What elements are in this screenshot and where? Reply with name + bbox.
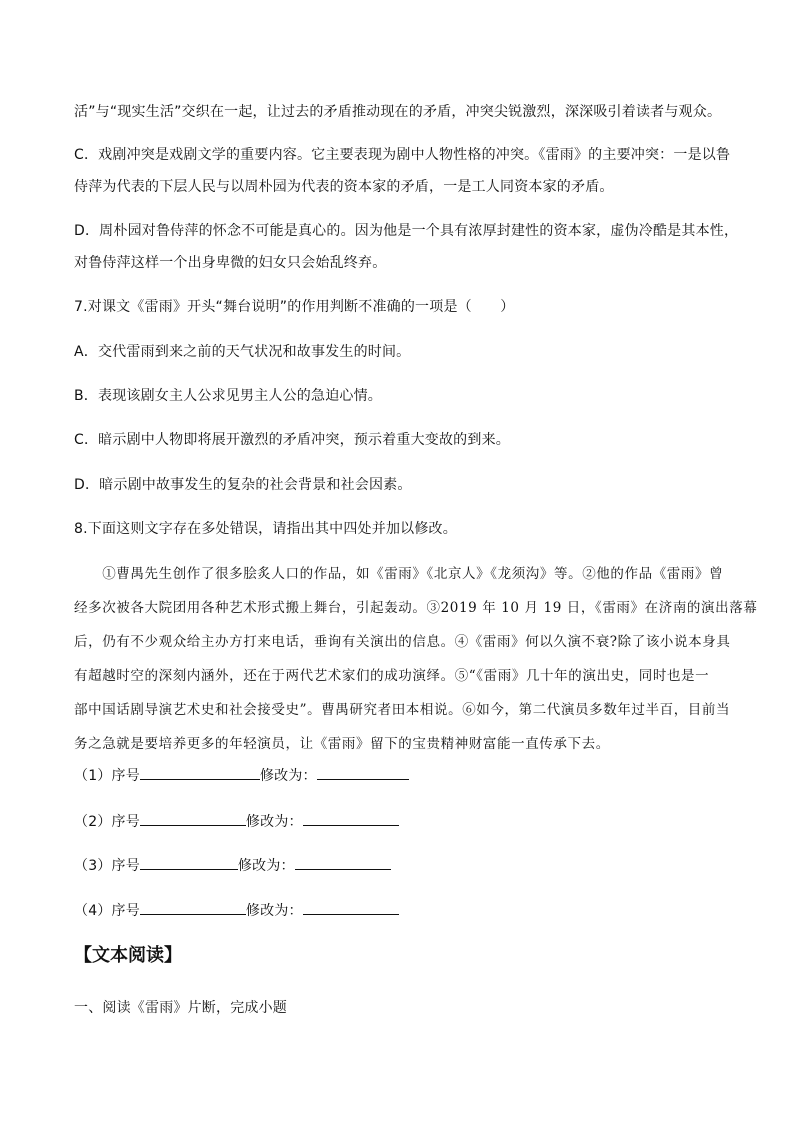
question-7: 7.对课文《雷雨》开头“舞台说明”的作用判断不准确的一项是（ ） (74, 299, 515, 315)
passage-line-6: 务之急就是要培养更多的年轻演员，让《雷雨》留下的宝贵精神财富能一直传承下去。 (74, 736, 610, 752)
option-b-continued: 活”与“现实生活”交织在一起，让过去的矛盾推动现在的矛盾，冲突尖锐激烈，深深吸引着读者与观众。 (74, 104, 722, 120)
answer-3-label: （3）序号 (74, 858, 140, 874)
option-d-line1: D．周朴园对鲁侍萍的怀念不可能是真心的。因为他是一个具有浓厚封建性的资本家，虚伪冷酷是其本性， (74, 223, 739, 239)
answer-3-fix-blank[interactable] (295, 855, 391, 870)
passage-line-1: ①曹禺先生创作了很多脍炙人口的作品，如《雷雨》《北京人》《龙须沟》等。②他的作品《雷雨》曾 (74, 566, 724, 582)
answer-row-2 (74, 811, 742, 832)
answer-2-number-blank[interactable] (140, 811, 246, 826)
passage-line-2: 经多次被各大院团用各种艺术形式搬上舞台，引起轰动。③2019 年 10 月 19 日，《雷雨》在济南的演出落幕 (74, 600, 758, 616)
answer-1-fix-label: 修改为： (259, 768, 317, 784)
question-7-option-b: B．表现该剧女主人公求见男主人公的急迫心情。 (74, 388, 383, 404)
passage-line-4: 有超越时空的深刻内涵外，还在于两代艺术家们的成功演绎。⑤“《雷雨》几十年的演出史，同时也是一 (74, 668, 710, 684)
option-d-line2: 对鲁侍萍这样一个出身卑微的妇女只会始乱终弃。 (74, 255, 387, 271)
section-heading: 【文本阅读】 (74, 945, 182, 966)
answer-4-fix-label: 修改为： (245, 903, 303, 919)
passage-line-5: 部中国话剧导演艺术史和社会接受史”。曹禺研究者田本相说。⑥如今，第二代演员多数年过半百，目前当 (74, 702, 731, 718)
answer-row-3 (74, 855, 742, 876)
question-7-option-c: C．暗示剧中人物即将展开激烈的矛盾冲突，预示着重大变故的到来。 (74, 432, 510, 448)
question-7-option-d: D．暗示剧中故事发生的复杂的社会背景和社会因素。 (74, 477, 412, 493)
answer-2-fix-blank[interactable] (303, 811, 399, 826)
answer-2-label: （2）序号 (74, 814, 140, 830)
option-c-line2: 侍萍为代表的下层人民与以周朴园为代表的资本家的矛盾，一是工人同资本家的矛盾。 (74, 179, 614, 195)
question-7-option-a: A．交代雷雨到来之前的天气状况和故事发生的时间。 (74, 344, 411, 360)
answer-row-4 (74, 900, 742, 921)
option-c-line1: C．戏剧冲突是戏剧文学的重要内容。它主要表现为剧中人物性格的冲突。《雷雨》的主要冲突：一是以鲁 (74, 147, 731, 163)
answer-2-fix-label: 修改为： (245, 814, 303, 830)
answer-4-number-blank[interactable] (140, 900, 246, 915)
answer-1-fix-blank[interactable] (317, 765, 409, 780)
answer-4-label: （4）序号 (74, 903, 140, 919)
answer-row-1 (74, 765, 742, 786)
passage-line-3: 后，仍有不少观众给主办方打来电话，垂询有关演出的信息。④《雷雨》何以久演不衰?除了该小说本身具 (74, 634, 731, 650)
answer-1-label: （1）序号 (74, 768, 140, 784)
question-8: 8.下面这则文字存在多处错误，请指出其中四处并加以修改。 (74, 521, 457, 537)
answer-3-fix-label: 修改为： (237, 858, 295, 874)
answer-1-number-blank[interactable] (140, 765, 260, 780)
answer-3-number-blank[interactable] (140, 855, 238, 870)
reading-subheading: 一、阅读《雷雨》片断，完成小题 (74, 1000, 287, 1016)
answer-4-fix-blank[interactable] (303, 900, 399, 915)
